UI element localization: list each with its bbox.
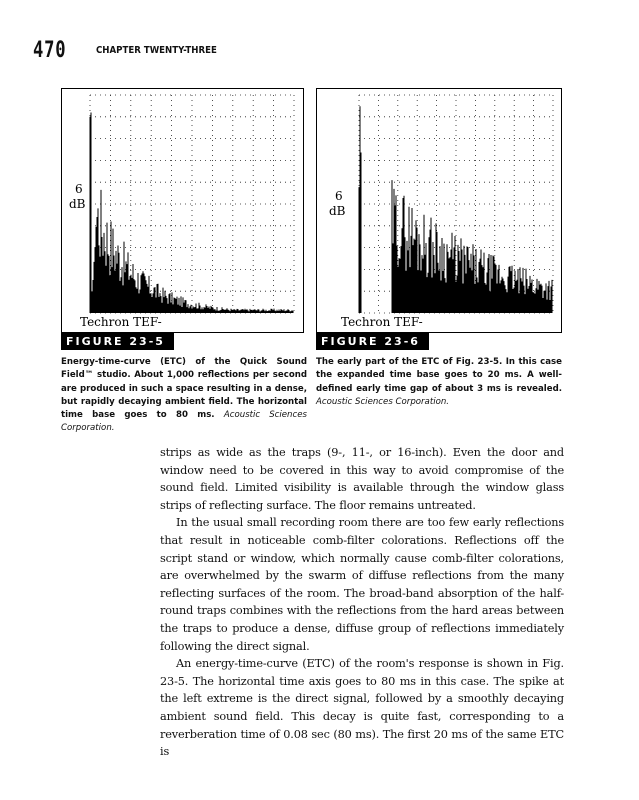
plot-reflections <box>359 106 552 313</box>
figure-23-5-plot <box>61 88 304 333</box>
plot-watermark: Techron TEF- <box>341 315 423 329</box>
figure-23-5-label: FIGURE 23-5 <box>61 333 174 350</box>
plot-reflections <box>90 113 293 313</box>
y-scale-unit: dB <box>329 204 346 218</box>
caption-credit: Acoustic Sciences Corporation. <box>61 410 307 434</box>
figure-23-6-label: FIGURE 23-6 <box>316 333 429 350</box>
figure-23-6-caption <box>316 356 562 409</box>
etc-plot-80ms <box>62 89 303 332</box>
paragraph: In the usual small recording room there are too few early reflections that result in noticeable comb-filter colorations. Reflections off the script stand or window, which normally cause comb-filter colorations, are overwhelmed by the swarm of diffuse reflections from the many reflecting surfaces of the room. The broad-band absorption of the half-round traps combines with the reflections from the hard areas between the traps to produce a dense, diffuse group of reflections immediately following the direct signal. <box>160 516 564 653</box>
chapter-title: CHAPTER TWENTY-THREE <box>96 45 217 56</box>
caption-text: The early part of the ETC of Fig. 23-5. In this case the expanded time base goes to 20 ms. A well-defined early time gap of about 3 ms is revealed. <box>316 357 562 394</box>
plot-grid <box>359 95 553 313</box>
body-text <box>160 444 564 761</box>
figure-23-5-caption <box>61 356 307 436</box>
caption-credit: Acoustic Sciences Corporation. <box>316 396 450 407</box>
paragraph: An energy-time-curve (ETC) of the room's response is shown in Fig. 23-5. The horizontal time axis goes to 80 ms in this case. The spike at the left extreme is the direct signal, followed by a smoothly decaying ambient sound field. This decay is quite fast, corresponding to a reverberation time of 0.08 sec (80 ms). The first 20 ms of the same ETC is <box>160 657 564 759</box>
y-scale-unit: dB <box>69 197 86 211</box>
page-number: 470 <box>33 38 67 63</box>
y-scale-value: 6 <box>75 182 83 196</box>
etc-plot-20ms <box>317 89 561 332</box>
paragraph: strips as wide as the traps (9-, 11-, or 16-inch). Even the door and window need to be covered in this way to avoid compromise of the sound field. Limited visibility is available through the window glass strips of reflecting surface. The floor remains untreated. <box>160 446 564 512</box>
plot-watermark: Techron TEF- <box>80 315 162 329</box>
y-scale-value: 6 <box>335 189 343 203</box>
figure-23-6-plot <box>316 88 562 333</box>
caption-text: Energy-time-curve (ETC) of the Quick Sound Field™ studio. About 1,000 reflections per second are produced in such a space resulting in a dense, but rapidly decaying ambient field. The horizontal time base goes to 80 ms. <box>61 357 307 421</box>
